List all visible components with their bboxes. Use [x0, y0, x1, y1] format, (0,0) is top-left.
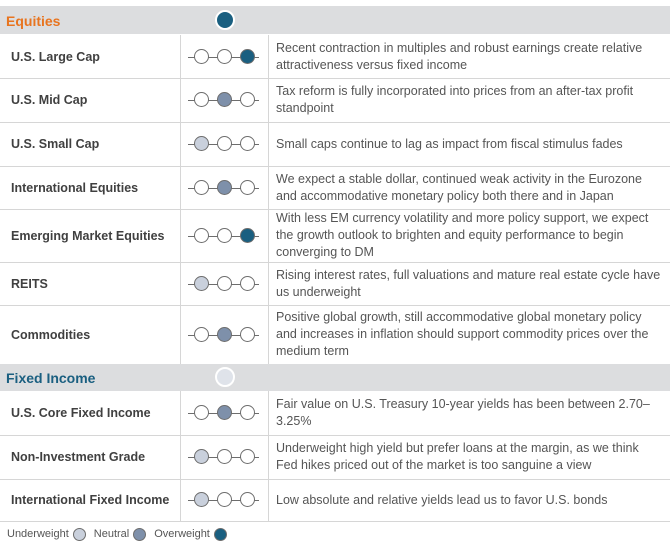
column-divider [180, 166, 181, 209]
rating-indicator [188, 405, 259, 421]
row-label: U.S. Core Fixed Income [11, 406, 151, 420]
overweight-dot-icon [240, 180, 255, 195]
row-label: U.S. Large Cap [11, 49, 100, 64]
row-description-text: Small caps continue to lag as impact from fiscal stimulus fades [276, 136, 623, 151]
column-divider [180, 262, 181, 305]
underweight-dot-icon [194, 92, 209, 107]
row-description [276, 262, 662, 305]
row-description-text: Rising interest rates, full valuations and mature real estate cycle have us underweight [276, 267, 661, 299]
table-row [0, 479, 670, 522]
legend-neutral [94, 528, 146, 541]
fixed-income-overall-dot-icon [215, 367, 235, 387]
row-description-text: We expect a stable dollar, continued weak activity in the Eurozone and accommodative monetary policy both there and in Japan [276, 171, 642, 203]
column-divider [268, 122, 269, 166]
column-divider [268, 35, 269, 78]
row-description [276, 391, 662, 435]
legend [7, 526, 235, 542]
row-description-text: Positive global growth, still accommodative global monetary policy and increases in inflation should support commodity prices over the medium term [276, 310, 649, 358]
row-label: U.S. Small Cap [11, 137, 100, 151]
legend-underweight [7, 528, 86, 541]
row-description [276, 78, 662, 122]
table-row [0, 35, 670, 79]
table-row [0, 78, 670, 123]
underweight-dot-icon [194, 492, 209, 507]
row-description [276, 166, 662, 209]
row-description [276, 435, 662, 479]
column-divider [268, 209, 269, 262]
section-title-fixed-income: Fixed Income [6, 370, 96, 386]
row-label: International Equities [11, 180, 139, 195]
rating-indicator [188, 492, 259, 508]
row-description-text: Low absolute and relative yields lead us to favor U.S. bonds [276, 492, 608, 507]
rating-indicator [188, 327, 259, 343]
neutral-dot-icon [217, 276, 232, 291]
column-divider [180, 305, 181, 364]
neutral-dot-icon [217, 327, 232, 342]
underweight-dot-icon [194, 136, 209, 151]
equities-header [0, 6, 670, 34]
underweight-dot-icon [194, 180, 209, 195]
row-label: International Fixed Income [11, 493, 170, 507]
column-divider [180, 35, 181, 78]
row-description-text: Recent contraction in multiples and robust earnings create relative attractiveness versus fixed income [276, 40, 643, 72]
overweight-dot-icon [240, 492, 255, 507]
legend-divider [0, 521, 670, 522]
row-label: Commodities [11, 327, 91, 342]
row-description-text: Underweight high yield but prefer loans at the margin, as we think Fed hikes priced out of the market is too sanguine a view [276, 441, 639, 472]
equities-overall-dot-icon [215, 10, 235, 30]
table-row [0, 262, 670, 306]
rating-indicator [188, 228, 259, 244]
column-divider [268, 305, 269, 364]
column-divider [268, 435, 269, 479]
rating-indicator [188, 449, 259, 465]
row-description-text: Tax reform is fully incorporated into prices from an after-tax profit standpoint [276, 84, 634, 115]
underweight-dot-icon [194, 49, 209, 64]
neutral-dot-icon [133, 528, 146, 541]
rating-indicator [188, 180, 259, 196]
underweight-dot-icon [194, 228, 209, 243]
neutral-dot-icon [217, 405, 232, 420]
neutral-dot-icon [217, 180, 232, 195]
overweight-dot-icon [240, 92, 255, 107]
table-row [0, 391, 670, 436]
row-label: U.S. Mid Cap [11, 93, 88, 107]
row-label: REITS [11, 276, 48, 291]
row-description-text: With less EM currency volatility and more policy support, we expect the growth outlook to brighten and equity performance to begin converging to DM [276, 211, 649, 259]
table-row [0, 435, 670, 480]
overweight-dot-icon [240, 276, 255, 291]
legend-neutral-label: Neutral [93, 528, 130, 540]
row-description [276, 305, 662, 364]
neutral-dot-icon [217, 49, 232, 64]
neutral-dot-icon [217, 449, 232, 464]
column-divider [180, 209, 181, 262]
column-divider [180, 122, 181, 166]
column-divider [180, 78, 181, 122]
rating-indicator [188, 136, 259, 152]
row-label: Emerging Market Equities [11, 228, 165, 243]
underweight-dot-icon [194, 327, 209, 342]
column-divider [180, 435, 181, 479]
fixed-income-header [0, 364, 670, 391]
row-description [276, 122, 662, 166]
table-row [0, 305, 670, 365]
legend-overweight-label: Overweight [154, 528, 210, 540]
row-description [276, 479, 662, 521]
column-divider [268, 391, 269, 435]
legend-underweight-label: Underweight [7, 528, 69, 540]
rating-indicator [188, 276, 259, 292]
column-divider [268, 78, 269, 122]
column-divider [180, 391, 181, 435]
section-title-equities: Equities [6, 13, 61, 29]
row-label: Non-Investment Grade [11, 450, 146, 464]
column-divider [268, 479, 269, 521]
table-row [0, 166, 670, 210]
overweight-dot-icon [240, 449, 255, 464]
row-description [276, 209, 662, 262]
underweight-dot-icon [73, 528, 86, 541]
underweight-dot-icon [194, 276, 209, 291]
underweight-dot-icon [194, 405, 209, 420]
neutral-dot-icon [217, 492, 232, 507]
table-row [0, 122, 670, 167]
column-divider [180, 479, 181, 521]
legend-overweight [154, 528, 227, 541]
row-description-text: Fair value on U.S. Treasury 10-year yields has been between 2.70–3.25% [276, 397, 650, 428]
table-row [0, 209, 670, 263]
overweight-dot-icon [240, 49, 255, 64]
overweight-dot-icon [240, 327, 255, 342]
overweight-dot-icon [240, 136, 255, 151]
overweight-dot-icon [214, 528, 227, 541]
neutral-dot-icon [217, 136, 232, 151]
overweight-dot-icon [240, 228, 255, 243]
rating-indicator [188, 49, 259, 65]
row-description [276, 35, 662, 78]
overweight-dot-icon [240, 405, 255, 420]
column-divider [268, 262, 269, 305]
neutral-dot-icon [217, 92, 232, 107]
rating-indicator [188, 92, 259, 108]
underweight-dot-icon [194, 449, 209, 464]
neutral-dot-icon [217, 228, 232, 243]
column-divider [268, 166, 269, 209]
